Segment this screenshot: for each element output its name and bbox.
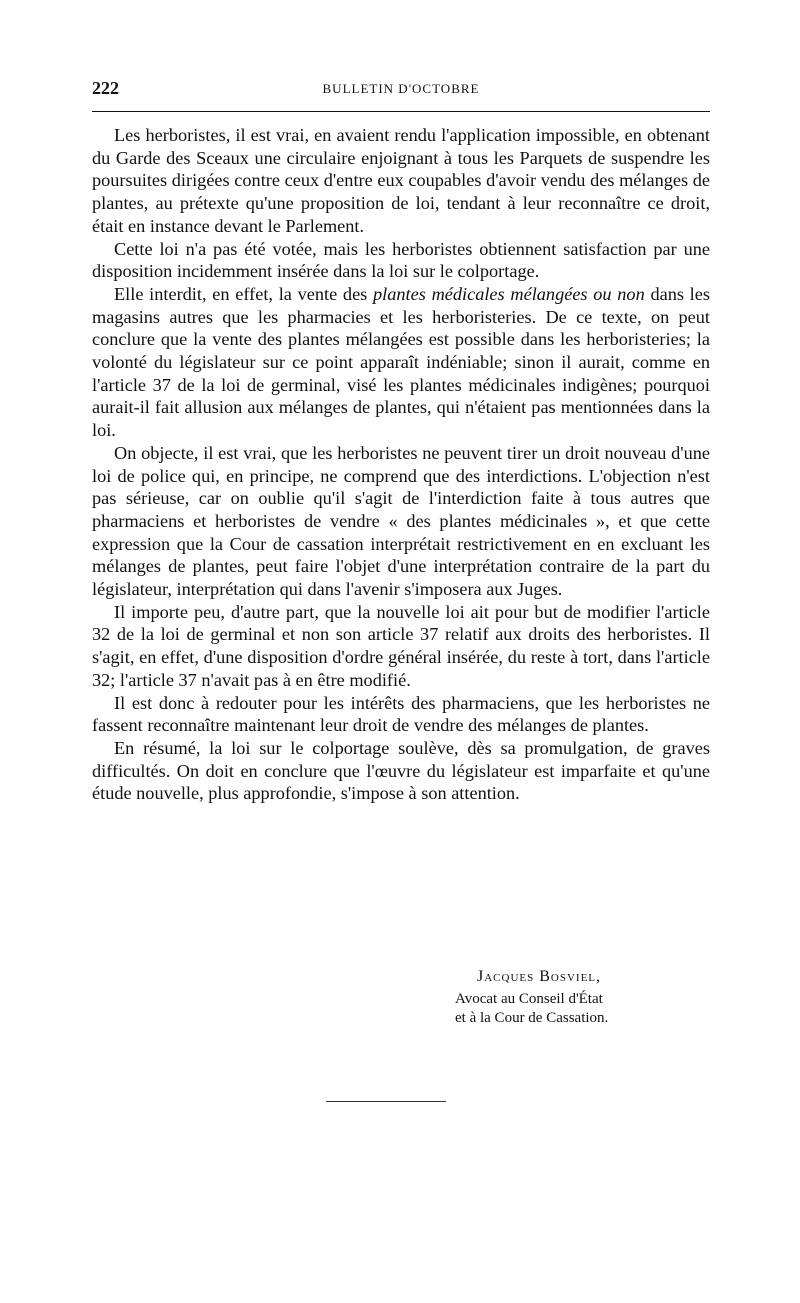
paragraph-2: Cette loi n'a pas été votée, mais les herboristes obtiennent satisfaction par une disposition incidemment insérée dans la loi sur le colportage. — [92, 238, 710, 282]
paragraph-5: Il importe peu, d'autre part, que la nouvelle loi ait pour but de modifier l'article 32 de la loi de germinal et non son article 37 relatif aux droits des herboristes. Il s'agit, en effet, d'une disposition d'ordre général insérée, du reste à tort, dans l'article 32; l'article 37 n'avait pas à en être modifié. — [92, 601, 710, 690]
paragraph-3 — [92, 283, 710, 442]
author-name: Jacques Bosviel, — [477, 968, 602, 985]
author-title-line-2: et à la Cour de Cassation. — [455, 1010, 609, 1026]
paragraph-3-italic: plantes médicales mélangées ou non — [373, 283, 645, 304]
paragraph-7: En résumé, la loi sur le colportage soulève, dès sa promulgation, de graves difficultés. On doit en conclure que l'œuvre du législateur est imparfaite et qu'une étude nouvelle, plus approfondie, s'impose à son attention. — [92, 737, 710, 804]
footer-rule — [326, 1101, 446, 1102]
paragraph-3-end: dans les magasins autres que les pharmacies et les herboristeries. De ce texte, on peut conclure que la vente des plantes mélangées est possible dans les herboristeries; la volonté du législateur sur ce point apparaît indéniable; sinon il aurait, comme en l'article 37 de la loi de germinal, visé les plantes médicinales indigènes; pourquoi aurait-il fait allusion aux mélanges de plantes, qui n'étaient pas mentionnées dans la loi. — [92, 283, 710, 441]
header-rule — [92, 111, 710, 112]
page-number: 222 — [92, 78, 119, 98]
running-title: BULLETIN D'OCTOBRE — [322, 81, 480, 96]
signature-block — [455, 967, 715, 1028]
paragraph-4: On objecte, il est vrai, que les herboristes ne peuvent tirer un droit nouveau d'une loi de police qui, en principe, ne comprend que des interdictions. L'objection n'est pas sérieuse, car on oublie qu'il s'agit de l'interdiction faite à tous autres que pharmaciens et herboristes de vendre « des plantes médicinales », et que cette expression que la Cour de cassation interprétait restrictivement en en excluant les mélanges de plantes, peut faire l'objet d'une interprétation contraire de la part du législateur, interprétation qui dans l'avenir s'imposera aux Juges. — [92, 442, 710, 600]
article-body — [92, 124, 710, 805]
paragraph-1: Les herboristes, il est vrai, en avaient rendu l'application impossible, en obtenant du Garde des Sceaux une circulaire enjoignant à tous les Parquets de suspendre les poursuites dirigées contre ceux d'entre eux coupables d'avoir vendu des mélanges de plantes, au prétexte qu'une proposition de loi, tendant à leur reconnaître ce droit, était en instance devant le Parlement. — [92, 125, 710, 236]
page-header — [92, 78, 710, 102]
paragraph-3-start: Elle interdit, en effet, la vente des — [114, 283, 374, 304]
author-title-line-1: Avocat au Conseil d'État — [455, 991, 603, 1007]
paragraph-6: Il est donc à redouter pour les intérêts des pharmaciens, que les herboristes ne fassent reconnaître maintenant leur droit de vendre des mélanges de plantes. — [92, 692, 710, 736]
